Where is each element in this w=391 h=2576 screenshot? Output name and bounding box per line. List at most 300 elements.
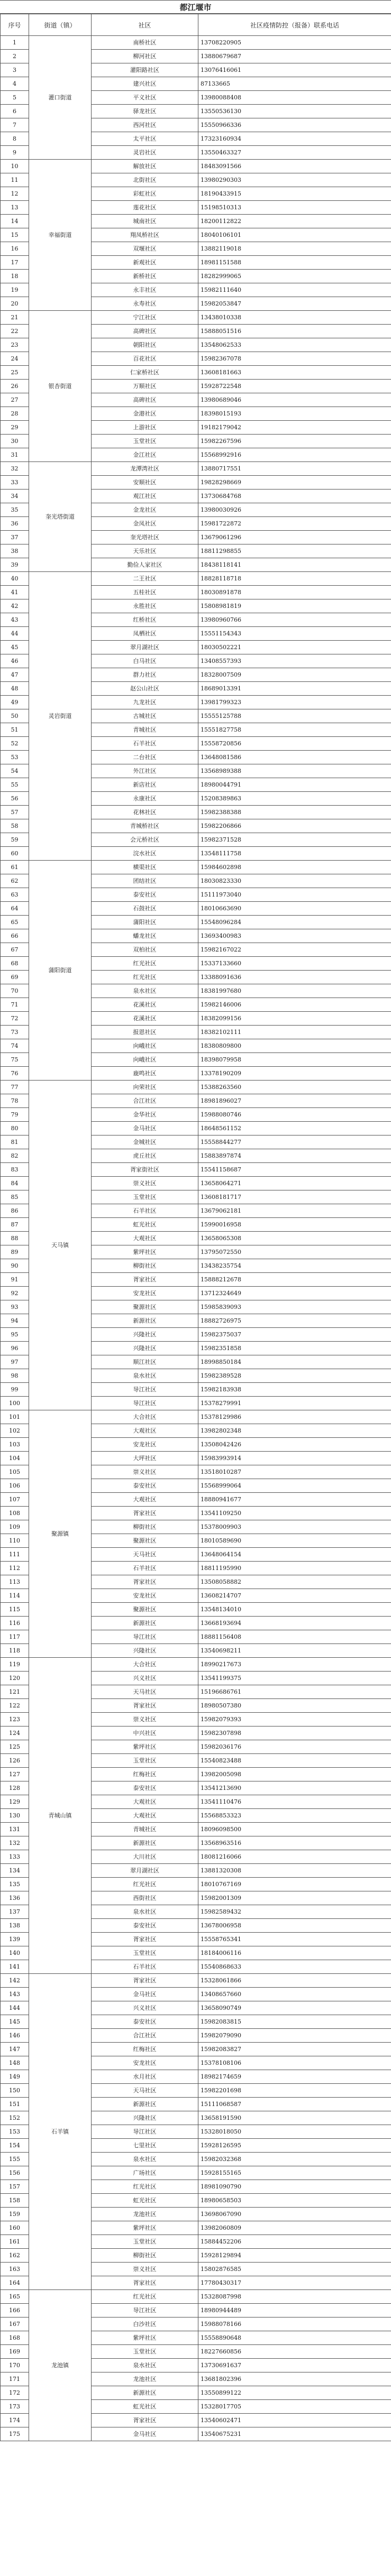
row-index: 117 (1, 1630, 29, 1644)
community-name: 胥家社区 (92, 1507, 198, 1520)
contact-phone: 18980944489 (198, 2304, 391, 2318)
contact-phone: 13548111758 (198, 847, 391, 861)
community-name: 万顺社区 (92, 380, 198, 393)
contact-phone: 13438235754 (198, 1259, 391, 1273)
community-name: 永丰社区 (92, 283, 198, 297)
community-name: 青城桥社区 (92, 819, 198, 833)
community-name: 会元桥社区 (92, 833, 198, 847)
contact-phone: 15883897874 (198, 1149, 391, 1163)
contact-phone: 15550966336 (198, 118, 391, 132)
community-name: 龙池社区 (92, 2208, 198, 2221)
community-name: 导江社区 (92, 1383, 198, 1397)
contact-phone: 15337133660 (198, 957, 391, 971)
row-index: 94 (1, 1314, 29, 1328)
row-index: 27 (1, 393, 29, 407)
table-row (1, 861, 391, 874)
contact-phone: 18981090790 (198, 2180, 391, 2194)
community-name: 金马社区 (92, 1988, 198, 2001)
table-row (1, 462, 391, 476)
contact-phone: 13881320308 (198, 1864, 391, 1878)
contact-phone: 15988080746 (198, 1108, 391, 1122)
community-name: 大川社区 (92, 1850, 198, 1864)
row-index: 34 (1, 490, 29, 503)
header-row (1, 14, 391, 36)
community-name: 金马社区 (92, 1122, 198, 1135)
row-index: 71 (1, 998, 29, 1012)
street-name: 青城山镇 (29, 1658, 92, 1974)
row-index: 173 (1, 2400, 29, 2414)
community-name: 石羊社区 (92, 1562, 198, 1575)
community-name: 七里社区 (92, 2139, 198, 2153)
row-index: 47 (1, 668, 29, 682)
community-name: 泉水社区 (92, 2153, 198, 2166)
contact-phone: 13980030926 (198, 503, 391, 517)
row-index: 148 (1, 2056, 29, 2070)
contact-phone: 18811195990 (198, 1562, 391, 1575)
contact-phone: 13882119018 (198, 242, 391, 256)
contact-phone: 15983993914 (198, 1452, 391, 1465)
row-index: 43 (1, 613, 29, 627)
row-index: 114 (1, 1589, 29, 1603)
contact-phone: 15982001309 (198, 1891, 391, 1905)
community-name: 金港社区 (92, 407, 198, 421)
contact-phone: 15928722548 (198, 380, 391, 393)
street-name: 奎光塔街道 (29, 462, 92, 572)
community-name: 永康社区 (92, 792, 198, 806)
row-index: 41 (1, 586, 29, 599)
contact-phone: 87133665 (198, 77, 391, 91)
community-name: 上游社区 (92, 421, 198, 435)
row-index: 67 (1, 943, 29, 957)
contact-phone: 17323160934 (198, 132, 391, 146)
row-index: 98 (1, 1369, 29, 1383)
community-name: 合江社区 (92, 1094, 198, 1108)
contact-phone: 15198510313 (198, 201, 391, 215)
row-index: 168 (1, 2331, 29, 2345)
community-name: 二王社区 (92, 572, 198, 586)
community-name: 虹光社区 (92, 1218, 198, 1232)
community-name: 仁家桥社区 (92, 366, 198, 380)
contact-phone: 18030502221 (198, 641, 391, 654)
row-index: 122 (1, 1699, 29, 1713)
contact-phone: 17780430317 (198, 2276, 391, 2290)
contact-phone: 15982375037 (198, 1328, 391, 1342)
contact-phone: 13550899122 (198, 2386, 391, 2400)
row-index: 59 (1, 833, 29, 847)
community-name: 崇义社区 (92, 1177, 198, 1190)
row-index: 74 (1, 1039, 29, 1053)
row-index: 35 (1, 503, 29, 517)
community-name: 红光社区 (92, 971, 198, 984)
header-phone: 社区疫情防控（报备）联系电话 (198, 14, 391, 36)
contact-phone: 18282999065 (198, 270, 391, 283)
community-name: 新观社区 (92, 256, 198, 270)
row-index: 36 (1, 517, 29, 531)
row-index: 13 (1, 201, 29, 215)
community-name: 柳街社区 (92, 1520, 198, 1534)
community-name: 柳河社区 (92, 50, 198, 63)
row-index: 45 (1, 641, 29, 654)
contact-phone: 13540698211 (198, 1644, 391, 1658)
community-name: 新源社区 (92, 1836, 198, 1850)
community-name: 中兴社区 (92, 1726, 198, 1740)
row-index: 133 (1, 1850, 29, 1864)
community-name: 灵岩社区 (92, 146, 198, 160)
community-name: 虹光社区 (92, 2400, 198, 2414)
row-index: 65 (1, 916, 29, 929)
community-name: 胥家社区 (92, 1699, 198, 1713)
community-name: 崇义社区 (92, 1465, 198, 1479)
community-name: 高碑社区 (92, 325, 198, 338)
contact-phone: 15541158687 (198, 1163, 391, 1177)
community-name: 紫坪社区 (92, 1740, 198, 1754)
table-row (1, 36, 391, 50)
row-index: 96 (1, 1342, 29, 1355)
community-name: 金马社区 (92, 2427, 198, 2441)
row-index: 51 (1, 723, 29, 737)
row-index: 93 (1, 1300, 29, 1314)
row-index: 97 (1, 1355, 29, 1369)
row-index: 14 (1, 215, 29, 228)
contact-phone: 18190433915 (198, 187, 391, 201)
contact-phone: 15982032368 (198, 2153, 391, 2166)
row-index: 143 (1, 1988, 29, 2001)
community-name: 胥家社区 (92, 1273, 198, 1287)
row-index: 172 (1, 2386, 29, 2400)
row-index: 134 (1, 1864, 29, 1878)
row-index: 139 (1, 1933, 29, 1946)
row-index: 142 (1, 1974, 29, 1988)
community-name: 兴隆社区 (92, 2111, 198, 2125)
community-name: 新源社区 (92, 2098, 198, 2111)
table-row (1, 1658, 391, 1672)
contact-phone: 13541213690 (198, 1781, 391, 1795)
contact-phone: 15208389863 (198, 792, 391, 806)
community-name: 南桥社区 (92, 36, 198, 50)
row-index: 164 (1, 2276, 29, 2290)
community-name: 彩虹社区 (92, 187, 198, 201)
row-index: 157 (1, 2180, 29, 2194)
community-name: 勤俭人家社区 (92, 558, 198, 572)
community-name: 石羊社区 (92, 1204, 198, 1218)
community-name: 胥家社区 (92, 2414, 198, 2427)
contact-phone: 15111068587 (198, 2098, 391, 2111)
contact-phone: 13548062533 (198, 338, 391, 352)
contact-phone: 15884452206 (198, 2235, 391, 2249)
contact-phone: 18200112822 (198, 215, 391, 228)
contact-phone: 15982053847 (198, 297, 391, 311)
row-index: 147 (1, 2043, 29, 2056)
community-name: 花溪社区 (92, 998, 198, 1012)
contact-phone: 13658064271 (198, 1177, 391, 1190)
contact-phone: 15982083827 (198, 2043, 391, 2056)
contact-phone: 15982206866 (198, 819, 391, 833)
row-index: 42 (1, 599, 29, 613)
row-index: 44 (1, 627, 29, 641)
community-name: 驿龙社区 (92, 105, 198, 118)
contact-phone: 13550536130 (198, 105, 391, 118)
row-index: 153 (1, 2125, 29, 2139)
community-name: 泰安社区 (92, 1479, 198, 1493)
row-index: 15 (1, 228, 29, 242)
row-index: 75 (1, 1053, 29, 1067)
table-row (1, 572, 391, 586)
community-name: 西河社区 (92, 118, 198, 132)
row-index: 131 (1, 1823, 29, 1836)
community-name: 广场社区 (92, 2166, 198, 2180)
contact-phone: 18382099156 (198, 1012, 391, 1026)
row-index: 169 (1, 2345, 29, 2359)
row-index: 123 (1, 1713, 29, 1726)
community-name: 浣水社区 (92, 847, 198, 861)
row-index: 76 (1, 1067, 29, 1081)
community-name: 报恩社区 (92, 1026, 198, 1039)
row-index: 64 (1, 902, 29, 916)
row-index: 174 (1, 2414, 29, 2427)
community-name: 玉堂社区 (92, 2235, 198, 2249)
community-name: 新桥社区 (92, 270, 198, 283)
contact-phone: 13679062181 (198, 1204, 391, 1218)
row-index: 37 (1, 531, 29, 544)
row-index: 50 (1, 709, 29, 723)
table-row (1, 2290, 391, 2304)
community-name: 朝阳社区 (92, 338, 198, 352)
contact-phone: 15548096284 (198, 916, 391, 929)
community-name: 泰安社区 (92, 888, 198, 902)
contact-phone: 15808981819 (198, 599, 391, 613)
row-index: 29 (1, 421, 29, 435)
contact-phone: 18081216066 (198, 1850, 391, 1864)
contact-phone: 13608214707 (198, 1589, 391, 1603)
contact-phone: 13678006958 (198, 1919, 391, 1933)
community-name: 泰安社区 (92, 1919, 198, 1933)
community-name: 导江社区 (92, 2125, 198, 2139)
community-name: 翠月湖社区 (92, 641, 198, 654)
contact-phone: 13982005098 (198, 1768, 391, 1781)
community-name: 红光社区 (92, 2180, 198, 2194)
row-index: 17 (1, 256, 29, 270)
row-index: 9 (1, 146, 29, 160)
contact-phone: 15328017705 (198, 2400, 391, 2414)
row-index: 104 (1, 1452, 29, 1465)
row-index: 20 (1, 297, 29, 311)
contact-phone: 15982167022 (198, 943, 391, 957)
community-name: 金凤社区 (92, 517, 198, 531)
community-name: 金江社区 (92, 448, 198, 462)
row-index: 62 (1, 874, 29, 888)
row-index: 116 (1, 1617, 29, 1630)
row-index: 49 (1, 696, 29, 709)
row-index: 160 (1, 2221, 29, 2235)
document-title: 都江堰市 (0, 0, 391, 14)
contact-phone: 13608181663 (198, 366, 391, 380)
community-name: 玉堂社区 (92, 1190, 198, 1204)
row-index: 16 (1, 242, 29, 256)
street-name: 幸福街道 (29, 160, 92, 311)
contact-phone: 18981151588 (198, 256, 391, 270)
row-index: 18 (1, 270, 29, 283)
row-index: 118 (1, 1644, 29, 1658)
community-name: 鹿鸣社区 (92, 1067, 198, 1081)
community-name: 永胜社区 (92, 599, 198, 613)
contact-phone: 18880941677 (198, 1493, 391, 1507)
contact-phone: 15981722872 (198, 517, 391, 531)
community-name: 赵公山社区 (92, 682, 198, 696)
contact-phone: 15982371528 (198, 833, 391, 847)
row-index: 87 (1, 1218, 29, 1232)
row-index: 109 (1, 1520, 29, 1534)
community-name: 建兴社区 (92, 77, 198, 91)
community-name: 高碑社区 (92, 393, 198, 407)
community-name: 胥家社区 (92, 1933, 198, 1946)
row-index: 30 (1, 435, 29, 448)
community-name: 安龙社区 (92, 1287, 198, 1300)
contact-phone: 13981799323 (198, 696, 391, 709)
row-index: 57 (1, 806, 29, 819)
street-name: 蒲阳街道 (29, 861, 92, 1081)
community-name: 莲花社区 (92, 201, 198, 215)
contact-phone: 15888212678 (198, 1273, 391, 1287)
row-index: 58 (1, 819, 29, 833)
row-index: 170 (1, 2359, 29, 2372)
community-name: 北街社区 (92, 173, 198, 187)
community-name: 泉水社区 (92, 1905, 198, 1919)
header-street: 街道（镇） (29, 14, 92, 36)
community-name: 泉水社区 (92, 984, 198, 998)
row-index: 28 (1, 407, 29, 421)
row-index: 3 (1, 63, 29, 77)
row-index: 159 (1, 2208, 29, 2221)
contact-phone: 15982079090 (198, 2029, 391, 2043)
community-name: 聚源社区 (92, 1534, 198, 1548)
contact-phone: 13548134010 (198, 1603, 391, 1617)
community-name: 平义社区 (92, 91, 198, 105)
row-index: 151 (1, 2098, 29, 2111)
community-name: 合江社区 (92, 2029, 198, 2043)
community-name: 翔凤桥社区 (92, 228, 198, 242)
contact-phone: 15982267596 (198, 435, 391, 448)
contact-phone: 15558890648 (198, 2331, 391, 2345)
row-index: 155 (1, 2153, 29, 2166)
contact-phone: 13648081586 (198, 751, 391, 764)
community-name: 向峨社区 (92, 1053, 198, 1067)
contact-phone: 15928155165 (198, 2166, 391, 2180)
community-name: 白沙社区 (92, 2318, 198, 2331)
contact-phone: 18096098500 (198, 1823, 391, 1836)
community-name: 胥家社区 (92, 1575, 198, 1589)
contact-phone: 18184006116 (198, 1946, 391, 1960)
contact-phone: 15982201698 (198, 2084, 391, 2098)
community-name: 大合社区 (92, 1410, 198, 1424)
community-name: 龙潭湾社区 (92, 462, 198, 476)
contact-phone: 15984602898 (198, 861, 391, 874)
contact-phone: 13408657660 (198, 1988, 391, 2001)
row-index: 24 (1, 352, 29, 366)
contact-table (0, 14, 391, 2441)
community-name: 胥家社区 (92, 1974, 198, 1988)
community-name: 奎光塔社区 (92, 531, 198, 544)
community-name: 花林社区 (92, 806, 198, 819)
row-index: 61 (1, 861, 29, 874)
contact-phone: 13658065308 (198, 1232, 391, 1245)
community-name: 兴隆社区 (92, 1644, 198, 1658)
row-index: 21 (1, 311, 29, 325)
row-index: 128 (1, 1781, 29, 1795)
contact-phone: 18980044791 (198, 778, 391, 792)
contact-phone: 13508042426 (198, 1438, 391, 1452)
community-name: 虹光社区 (92, 2194, 198, 2208)
row-index: 78 (1, 1094, 29, 1108)
community-name: 红光社区 (92, 2290, 198, 2304)
street-name: 灌口街道 (29, 36, 92, 160)
row-index: 162 (1, 2249, 29, 2263)
row-index: 1 (1, 36, 29, 50)
row-index: 73 (1, 1026, 29, 1039)
contact-phone: 15388263560 (198, 1081, 391, 1094)
table-row (1, 1974, 391, 1988)
contact-phone: 13980960766 (198, 613, 391, 627)
community-name: 兴隆社区 (92, 1342, 198, 1355)
contact-phone: 18483091566 (198, 160, 391, 173)
community-name: 大观社区 (92, 1493, 198, 1507)
community-name: 石鼓社区 (92, 902, 198, 916)
street-name: 天马镇 (29, 1081, 92, 1410)
contact-phone: 13668193694 (198, 1617, 391, 1630)
row-index: 144 (1, 2001, 29, 2015)
contact-phone: 18010767169 (198, 1878, 391, 1891)
community-name: 聚源社区 (92, 1603, 198, 1617)
contact-phone: 15328018050 (198, 2125, 391, 2139)
community-name: 红桥社区 (92, 613, 198, 627)
row-index: 2 (1, 50, 29, 63)
community-name: 大合社区 (92, 1658, 198, 1672)
community-name: 新店社区 (92, 778, 198, 792)
community-name: 解放社区 (92, 160, 198, 173)
contact-phone: 18398079958 (198, 1053, 391, 1067)
contact-phone: 15378129986 (198, 1410, 391, 1424)
community-name: 宁江社区 (92, 311, 198, 325)
row-index: 127 (1, 1768, 29, 1781)
contact-phone: 15551827758 (198, 723, 391, 737)
contact-phone: 13730691637 (198, 2359, 391, 2372)
community-name: 石羊社区 (92, 737, 198, 751)
contact-phone: 13658191590 (198, 2111, 391, 2125)
contact-phone: 15982389528 (198, 1369, 391, 1383)
row-index: 100 (1, 1397, 29, 1410)
row-index: 103 (1, 1438, 29, 1452)
community-name: 西街社区 (92, 1891, 198, 1905)
community-name: 横渠社区 (92, 861, 198, 874)
contact-phone: 18881156408 (198, 1630, 391, 1644)
contact-phone: 18010663690 (198, 902, 391, 916)
row-index: 53 (1, 751, 29, 764)
community-name: 玉堂社区 (92, 1946, 198, 1960)
community-name: 红光社区 (92, 1878, 198, 1891)
community-name: 龙池社区 (92, 2372, 198, 2386)
row-index: 111 (1, 1548, 29, 1562)
community-name: 双堰社区 (92, 242, 198, 256)
community-name: 二台社区 (92, 751, 198, 764)
row-index: 19 (1, 283, 29, 297)
row-index: 55 (1, 778, 29, 792)
contact-phone: 15982111640 (198, 283, 391, 297)
contact-phone: 15982589432 (198, 1905, 391, 1919)
contact-phone: 13508058882 (198, 1575, 391, 1589)
row-index: 32 (1, 462, 29, 476)
row-index: 106 (1, 1479, 29, 1493)
community-name: 虎丘社区 (92, 1149, 198, 1163)
row-index: 48 (1, 682, 29, 696)
